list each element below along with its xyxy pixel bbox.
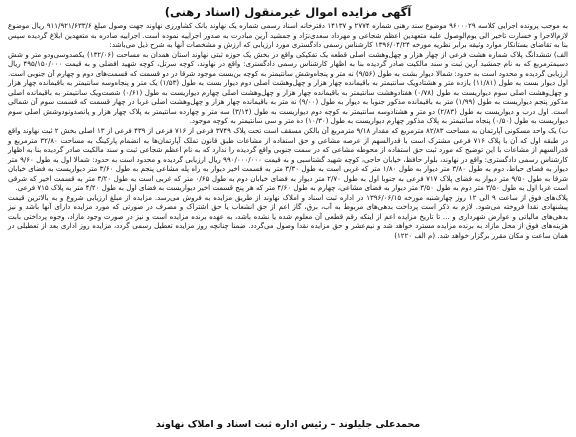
notice-signature: محمدعلی جلیلوند – رئیس اداره ثبت اسناد و املاک نهاوند — [155, 419, 421, 430]
notice-paragraph-property-b: ب) یک واحد مسکونی آپارتمان به مساحت ۸۲/۸۳ مترمربع که مقدار ۹/۱۸ مترمربع آن بالکن مسقف است تحت پلاک ۳۷۴۹ فرعی از ۷۱۶ فرعی از ۴۳۹ فرعی از ۱۳ اصلی بخش ۲ ثبت نهاوند واقع در طبقه اول که آن با پلاک ۷۱۶ فرعی مشترک است با قدرالسهم از عرصه مشاعی و حق استفاده از مشاعات طبق قانون تملک آپارتمان‌ها به انضمام پارکینگ به مساحت ۳۲/۸۰ مترمربع و قدرالسهم از مشاعات با این توضیح که مورد ثبت حق استفاده از محوطه مشاعی که در سمت جنوبی واقع گردیده را ندارد که به نام اعظم شجاعی ثبت و سند مالکیت صادر گردیده بنا به اظهار کارشناس رسمی دادگستری: واقع در نهاوند، بلوار حافظ، خیابان حاجی، کوچه شهید گشتاسبی و به قیمت ۹۹۰/۰۰۰/۰۰۰ ریال ارزیابی گردیده و محدود است به حدود: شمالا اول به طول ۹/۶۰ متر دیوار به فضای حیاط، دوم به طول ۳/۸۰ متر دیوار به طول ۱/۸۰ متر که غربی است به طول ۳/۳۰ متر به قسمت اخیر دیوار به راه پله مشاعی پنجم به طول ۳/۶۰ متر دیواریست به فضای خیابان شرقا به طول ۹/۵۰ متر دیوار به فضای پلاک ۷۱۷ فرعی به جنوبا اول به طول ۲/۷۰ متر دیوار به فضای خیابان دوم به طول ۰/۶۵ متر که غربی است به طول ۳/۲۰ متر به قسمت اخیر که شرقی است غربا اول به طول ۳/۵۰ متر دوم به طول ۳/۵۰ متر دیوار به فضای مشاعی، چهارم به طول ۴/۶۰ متر که هر پنج قسمت اخیر دیواریست به فضای اول به طول ۴/۲۰ متر به پلاک ۷۱۵ فرعی. — [8, 126, 569, 193]
notice-body — [8, 21, 568, 241]
notice-title: آگهی مزایده اموال غیرمنقول (اسناد رهنی) — [164, 5, 412, 19]
notice-paragraph-auction-terms: پلاک‌های فوق از ساعت ۹ الی ۱۲ روز چهارشنبه مورخه ۱۳۹۶/۰۶/۱۵ در اداره ثبت اسناد و املاک نهاوند از طریق مزایده به فروش می‌رسد. مزایده از مبلغ ارزیابی شروع و به بالاترین قیمت پیشنهادی نقدا فروخته می‌شود. لازم به ذکر است پرداخت بدهی‌های مربوط به آب، برق، گاز اعم از حق انشعاب یا حق اشتراک و مصرف در صورتی که مورد مزایده دارای آنها باشد و نیز بدهی‌های مالیاتی و عوارض شهرداری و ... تا تاریخ مزایده اعم از اینکه رقم قطعی آن معلوم شده یا نشده باشد، به عهده برنده مزایده است و نیز در صورت وجود مازاد، وجوه پرداختی بابت هزینه‌های فوق از محل مازاد به برنده مزایده مسترد خواهد شد و نیم‌عشر و حق مزایده نقدا وصول می‌گردد. ضمنا چنانچه روز مزایده تعطیل رسمی گردد، مزایده روز اداری بعد از تعطیلی در همان ساعت و مکان مقرر برگزار خواهد شد. (م الف ۱۲۲۰) — [8, 192, 568, 241]
notice-paragraph-intro: به موجب پرونده اجرایی کلاسه ۹۶۰۰۰۲۹ موضوع سند رهنی شماره ۲۷۷۴ و ۱۴۱۳۷ دفترخانه اسناد رسمی شماره یک نهاوند بانک کشاورزی نهاوند جهت وصول مبلغ ۹۱۱/۹۲۱/۶۳۳/۶ ریال موضوع لازم‌الاجرا و خسارت تاخیر الی یوم‌الوصول علیه متعهدین اعظم شجاعی و مهرداد سعدی‌نژاد و جمشید آرین مبادرت به صدور اجراییه نموده است. اجراییه صادره به متعهدین ابلاغ گردیده سپس بنا به تقاضای بستانکار موارد وثیقه برابر نظریه مورخه ۱۳۹۶/۰۴/۲۴ کارشناس رسمی دادگستری مورد ارزیابی که ارزش و مشخصات آنها به شرح ذیل می‌باشد: — [8, 21, 568, 50]
notice-paragraph-property-a: الف) ششدانگ پلاک شماره هشت فرعی از چهار هزار و چهل‌وهشت اصلی قطعه یک تفکیکی واقع در بخش یک حوزه ثبتی نهاوند استان همدان به مساحت (۱۳۲/۰۶) یکصدوسی‌ودو متر و شش دسیمترمربع که به نام جمشید آرین ثبت و سند مالکیت صادر گردیده بنا به اظهار کارشناس رسمی دادگستری: واقع در نهاوند، کوچه سرتل، کوچه شهید افضلی و به قیمت ۴۹۵/۱۵۰/۰۰۰ ریال ارزیابی گردیده و محدود است به حدود: شمالا دیوار بشت به طول (۹/۵۶) نه متر و پنجاه‌وشش سانتیمتر به کوچه بن‌بست موجود شرقا در دو قسمت که قسمت‌های دوم و چهارم آن جنوبی است. اول دیوار بست به طول (۱۱/۸۱) یازده متر و هشتادویک سانتیمتر به باقیمانده چهار هزار و چهل‌وهشت اصلی دوم دیوار بست به طول (۱/۵۳) یک متر و پنجاه‌وسه سانتیمتر به باقیمانده چهار هزار و چهل‌وهشت اصلی سوم دیواریست به طول (۰/۷۸) هفتادوهشت سانتیمتر به باقیمانده چهار هزار و چهل‌وهشت اصلی چهارم دیواریست به طول (۰/۶۱) شصت‌ویک سانتیمتر به باقیمانده اصلی مذکور پنجم دیواریست به طول (۱/۹۹) متر به باقیمانده مذکور جنوبا به دیوار به طول (۹/۰۰) نه متر به باقیمانده چهار هزار و چهل‌وهشت اصلی غربا در چهار قسمت که قسمت سوم آن شمالی است. اول درب و دیواریست به طول (۲/۸۳) دو متر و هشتادوسه سانتیمتر به کوچه دوم دیواریست به طول (۳/۱۴) سه متر و چهارده سانتیمتر به پلاک چهار هزار و پانصدونودوشش اصلی سوم دیواریست به طول (۰/۵۰) پنجاه سانتیمتر به پلاک مذکور چهارم دیواریست به طول (۱۰/۳۰) ده متر و سی سانتیمتر به کوچه موجود. — [8, 49, 569, 126]
